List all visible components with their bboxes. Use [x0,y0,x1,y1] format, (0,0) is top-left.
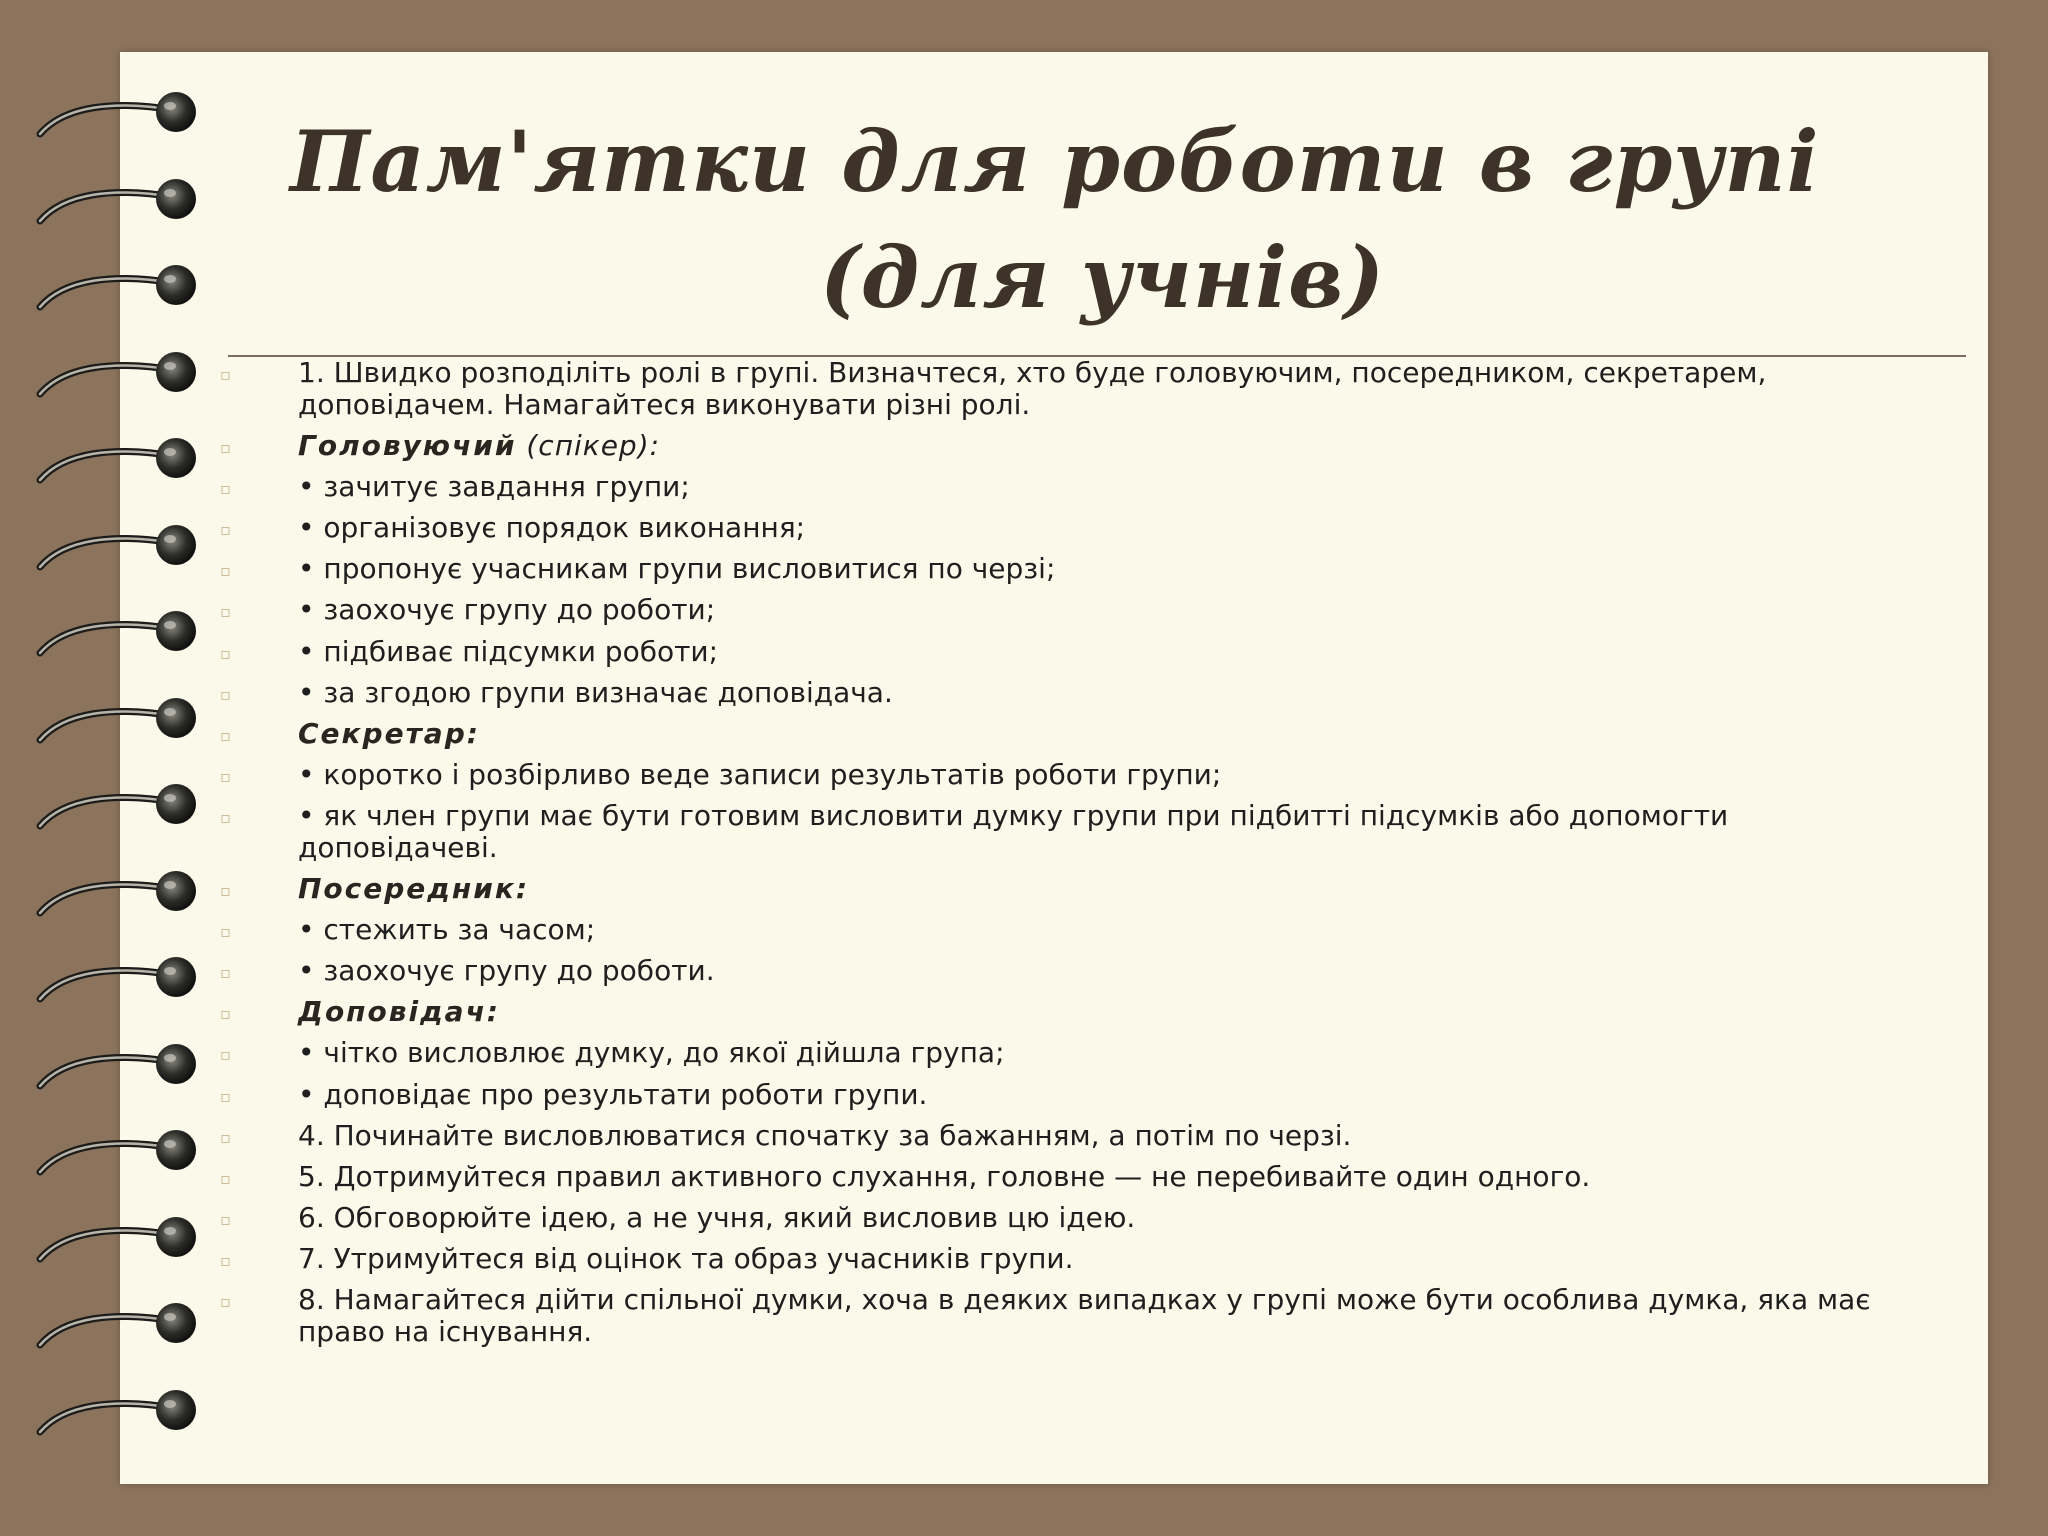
spiral-ring-icon [34,1205,204,1275]
list-item-text: • як член групи має бути готовим висловити думку групи при підбитті підсумків або допомогти доповідачеві. [298,798,1729,864]
list-item-text: • пропонує учасникам групи висловитися по черзі; [298,552,1056,586]
list-item [200,759,1920,791]
list-heading [200,996,1920,1028]
spiral-ring-icon [34,80,204,150]
bullet-icon: ▫ [220,1086,231,1106]
bullet-icon: ▫ [220,1127,231,1147]
spiral-ring-icon [34,945,204,1015]
spiral-ring-icon [34,1378,204,1448]
page-title [290,104,1930,336]
spiral-ring-icon [34,686,204,756]
bullet-icon: ▫ [220,1045,231,1065]
bullet-icon: ▫ [220,922,231,942]
list-item-text: 7. Утримуйтеся від оцінок та образ учасників групи. [298,1241,1074,1275]
list-item [200,594,1920,626]
bullet-icon: ▫ [220,1291,231,1311]
spiral-ring-icon [34,772,204,842]
spiral-ring-icon [34,859,204,929]
list-item-text: 4. Починайте висловлюватися спочатку за бажанням, а потім по черзі. [298,1118,1352,1152]
bullet-icon: ▫ [220,1168,231,1188]
list-item [200,1120,1920,1152]
list-item [200,512,1920,544]
list-item-text: • доповідає про результати роботи групи. [298,1077,928,1111]
list-item [200,357,1920,421]
bullet-icon: ▫ [220,1004,231,1024]
bullet-icon: ▫ [220,1250,231,1270]
list-item [200,1161,1920,1193]
bullet-icon: ▫ [220,438,231,458]
list-item [200,677,1920,709]
list-item-text: • коротко і розбірливо веде записи результатів роботи групи; [298,757,1222,791]
list-item-text: • заохочує групу до роботи. [298,954,715,988]
bullet-icon: ▫ [220,725,231,745]
list-item-text: • організовує порядок виконання; [298,511,806,545]
list-item-text: • чітко висловлює думку, до якої дійшла група; [298,1036,1005,1070]
memo-list [200,357,1920,1357]
bullet-icon: ▫ [220,881,231,901]
spiral-ring-icon [34,513,204,583]
bullet-icon: ▫ [220,766,231,786]
spiral-ring-icon [34,167,204,237]
spiral-ring-icon [34,340,204,410]
list-item-text: • зачитує завдання групи; [298,470,690,504]
list-item [200,1037,1920,1069]
bullet-icon: ▫ [220,1209,231,1229]
list-item [200,636,1920,668]
bullet-icon: ▫ [220,963,231,983]
bullet-icon: ▫ [220,365,231,384]
list-item [200,914,1920,946]
list-item [200,1243,1920,1275]
list-item-text: • стежить за часом; [298,913,596,947]
list-item [200,471,1920,503]
spiral-ring-icon [34,1291,204,1361]
list-heading [200,430,1920,462]
spiral-binding [0,0,220,1536]
list-item [200,1202,1920,1234]
title-line-2: (для учнів) [820,228,1386,327]
list-item [200,800,1920,864]
list-item-subtext: (спікер): [516,429,661,463]
list-item-text: Посередник: [298,872,530,906]
list-item-text: • підбиває підсумки роботи; [298,634,719,668]
spiral-ring-icon [34,253,204,323]
bullet-icon: ▫ [220,684,231,704]
bullet-icon: ▫ [220,479,231,499]
list-item-text: • заохочує групу до роботи; [298,593,716,627]
list-item-text: Секретар: [298,716,480,750]
spiral-ring-icon [34,599,204,669]
bullet-icon: ▫ [220,602,231,622]
spiral-ring-icon [34,1032,204,1102]
list-heading [200,718,1920,750]
list-item-text: Доповідач: [298,995,500,1029]
list-item [200,553,1920,585]
spiral-ring-icon [34,1118,204,1188]
list-item [200,1284,1920,1348]
list-item-text: 6. Обговорюйте ідею, а не учня, який висловив цю ідею. [298,1200,1136,1234]
bullet-icon: ▫ [220,807,231,827]
title-line-1: Пам'ятки для роботи в групі [290,112,1820,211]
list-item [200,1079,1920,1111]
list-heading [200,873,1920,905]
list-item [200,955,1920,987]
spiral-ring-icon [34,426,204,496]
list-item-text: 5. Дотримуйтеся правил активного слухання, головне — не перебивайте один одного. [298,1159,1591,1193]
bullet-icon: ▫ [220,561,231,581]
bullet-icon: ▫ [220,643,231,663]
list-item-text: 8. Намагайтеся дійти спільної думки, хоча в деяких випадках у групі може бути особлива думка, яка має право на існування. [298,1282,1871,1348]
list-item-text: • за згодою групи визначає доповідача. [298,675,893,709]
bullet-icon: ▫ [220,520,231,540]
list-item-text: Головуючий [298,429,517,463]
list-item-text: 1. Швидко розподіліть ролі в групі. Визначтеся, хто буде головуючим, посередником, секретарем, доповідачем. Намагайтеся виконувати різні ролі. [298,356,1767,421]
